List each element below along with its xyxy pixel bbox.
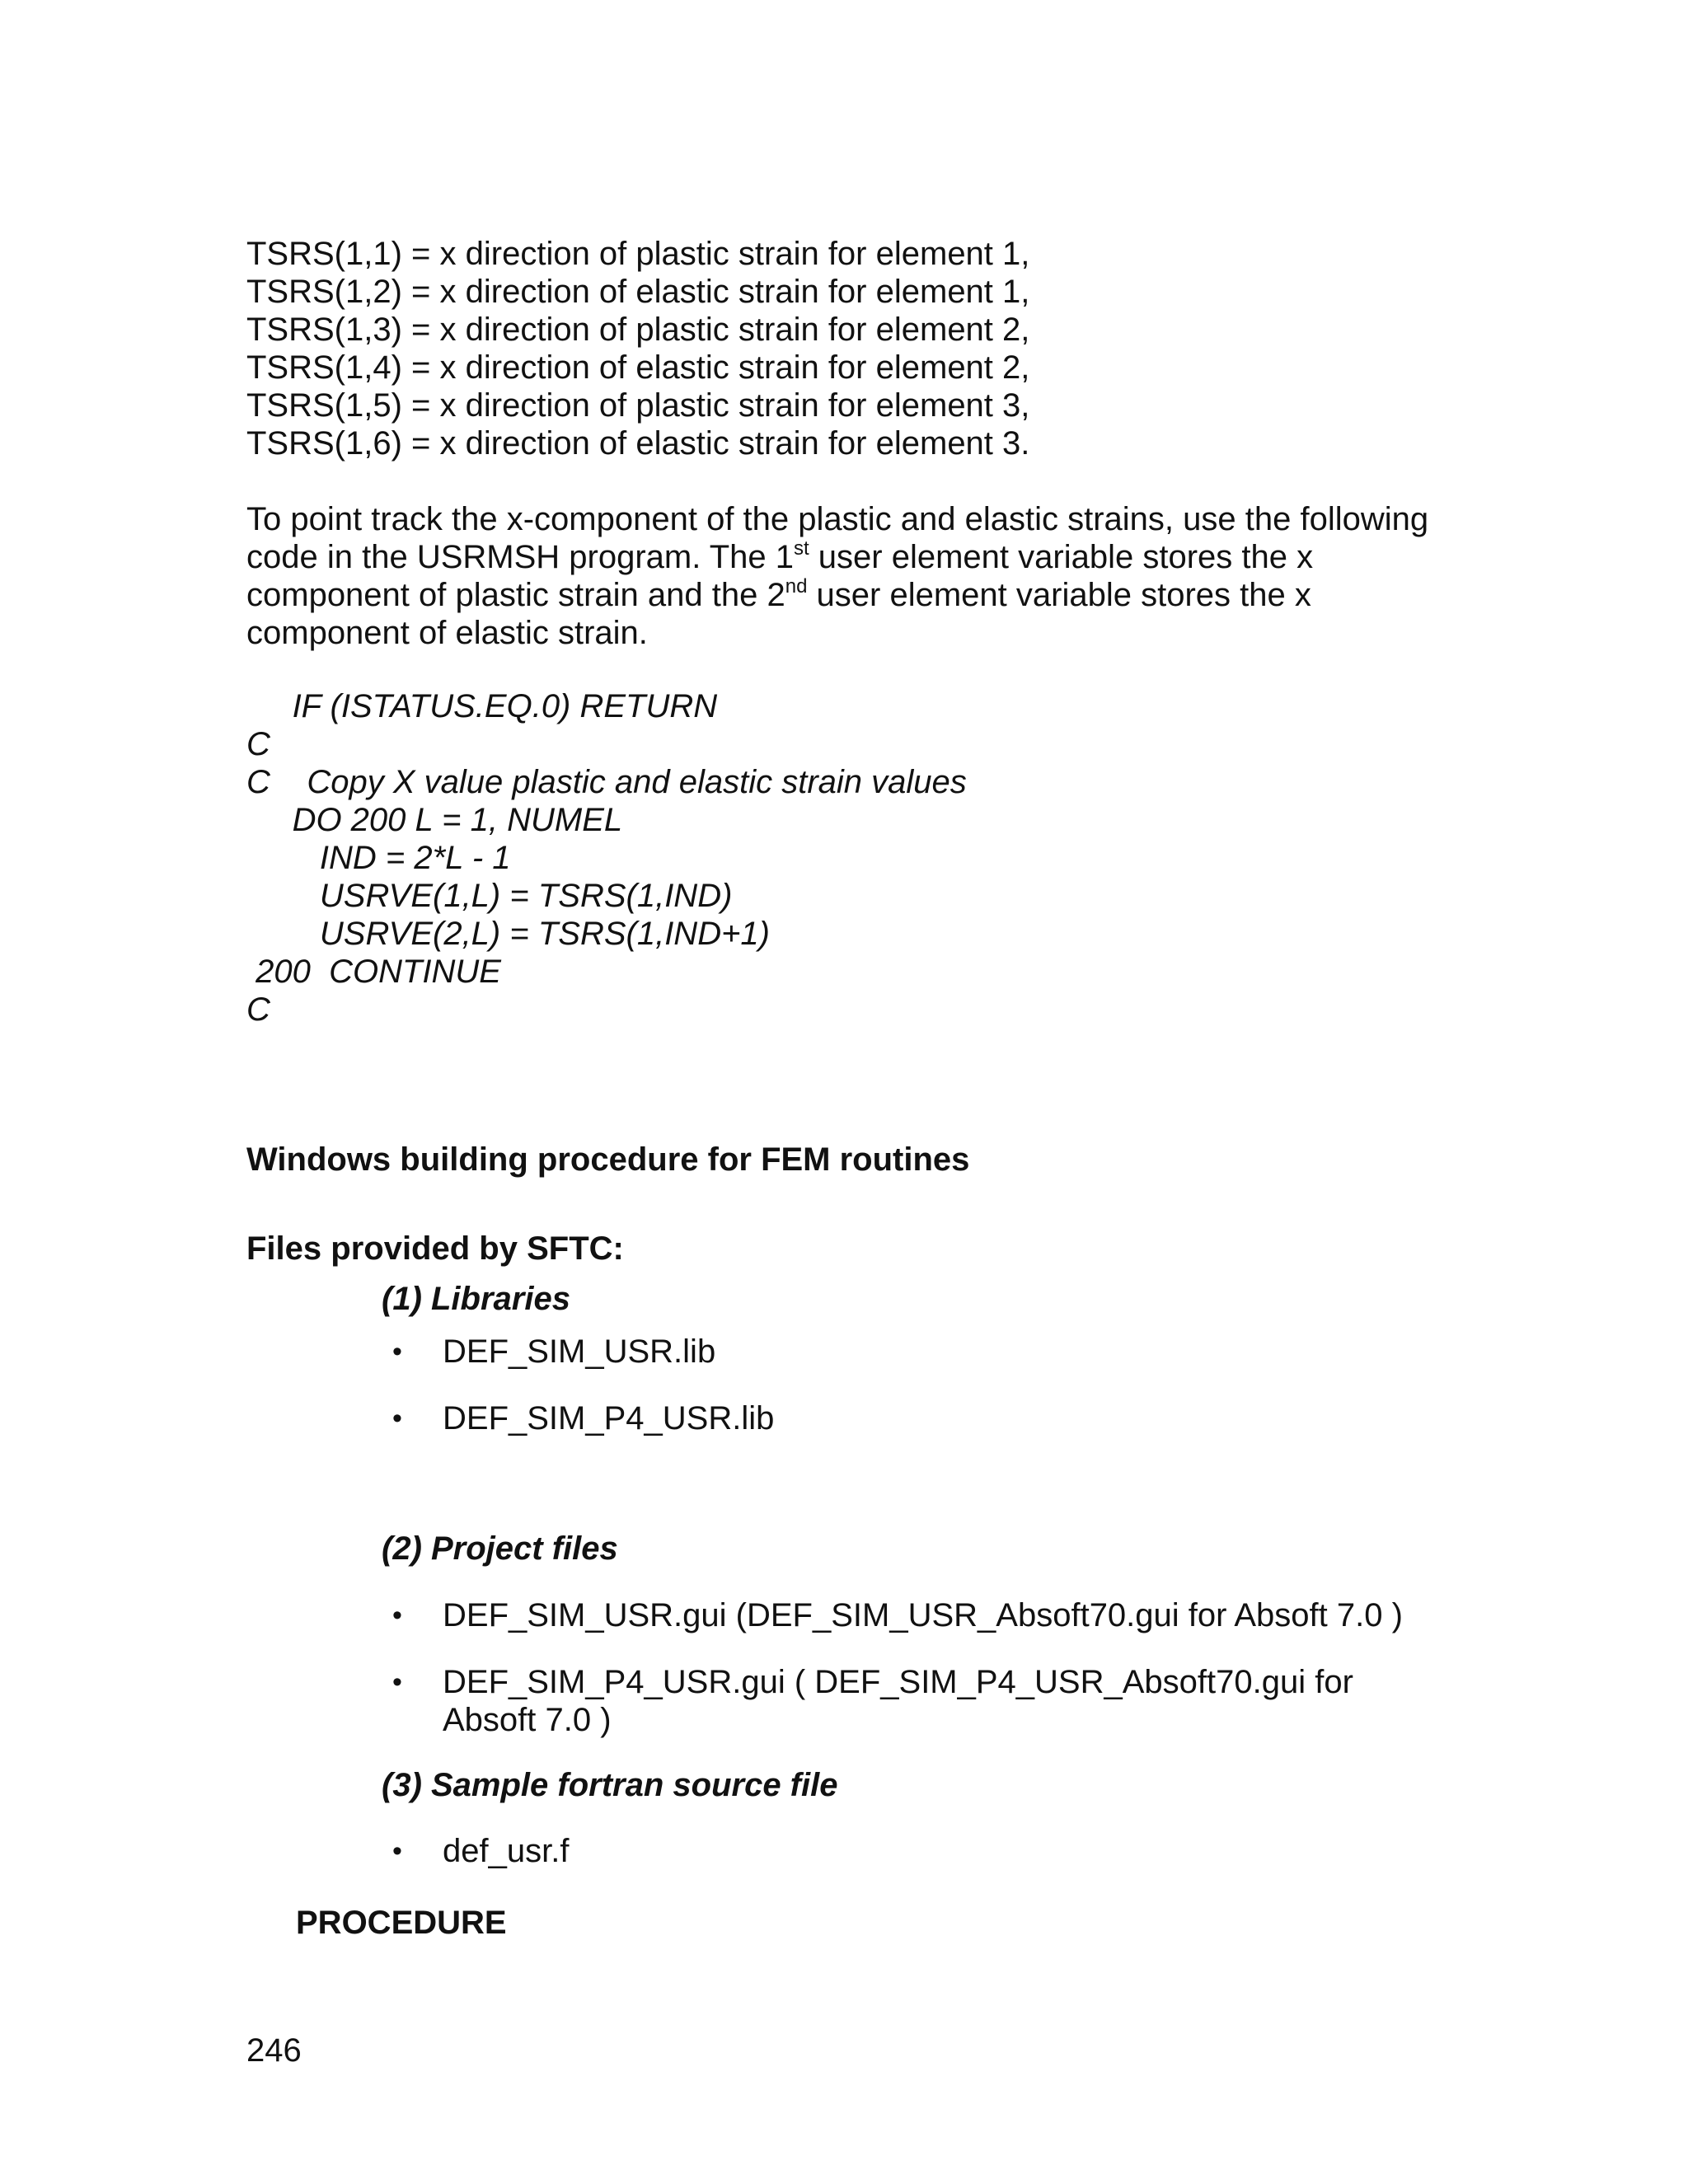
code-line: USRVE(2,L) = TSRS(1,IND+1) xyxy=(246,916,770,952)
code-line: DO 200 L = 1, NUMEL xyxy=(246,802,623,838)
subsection-heading: Files provided by SFTC: xyxy=(246,1230,624,1267)
superscript: nd xyxy=(785,574,808,598)
paragraph-text: user element variable stores the x component of plastic strain and the 2 xyxy=(246,539,1314,613)
libraries-heading: (1) Libraries xyxy=(382,1281,570,1317)
project-files-heading: (2) Project files xyxy=(382,1530,618,1567)
tsrs-line: TSRS(1,6) = x direction of elastic strain for element 3. xyxy=(246,425,1030,462)
code-line: 200 CONTINUE xyxy=(246,954,501,990)
code-line: C Copy X value plastic and elastic strain values xyxy=(246,764,967,800)
list-item-text: DEF_SIM_P4_USR.lib xyxy=(443,1400,775,1436)
bullet-icon: • xyxy=(392,1666,402,1698)
page-number: 246 xyxy=(246,2032,302,2069)
tsrs-line: TSRS(1,5) = x direction of plastic strain for element 3, xyxy=(246,387,1030,424)
code-line: USRVE(1,L) = TSRS(1,IND) xyxy=(246,878,733,914)
tsrs-line: TSRS(1,4) = x direction of elastic strain for element 2, xyxy=(246,349,1030,386)
code-line: C xyxy=(246,991,270,1028)
sample-source-heading: (3) Sample fortran source file xyxy=(382,1767,838,1803)
bullet-icon: • xyxy=(392,1835,402,1867)
code-line: IF (ISTATUS.EQ.0) RETURN xyxy=(246,688,718,724)
list-item-text: DEF_SIM_P4_USR.gui ( DEF_SIM_P4_USR_Absoft70.gui for Absoft 7.0 ) xyxy=(443,1664,1353,1738)
tsrs-definition-list xyxy=(246,235,1029,462)
superscript: st xyxy=(794,537,809,560)
list-item-text: DEF_SIM_USR.gui (DEF_SIM_USR_Absoft70.gui for Absoft 7.0 ) xyxy=(443,1597,1403,1633)
tsrs-line: TSRS(1,1) = x direction of plastic strain for element 1, xyxy=(246,236,1030,272)
code-line: IND = 2*L - 1 xyxy=(246,840,511,876)
paragraph-text: user element variable stores the x component of elastic strain. xyxy=(246,577,1311,651)
bullet-icon: • xyxy=(392,1600,402,1631)
tsrs-line: TSRS(1,3) = x direction of plastic strain for element 2, xyxy=(246,312,1030,348)
procedure-heading: PROCEDURE xyxy=(296,1905,507,1941)
tsrs-line: TSRS(1,2) = x direction of elastic strain for element 1, xyxy=(246,274,1030,310)
explanation-paragraph xyxy=(246,500,1450,652)
fortran-code-block xyxy=(246,687,967,1029)
section-heading: Windows building procedure for FEM routines xyxy=(246,1141,970,1178)
list-item-text: def_usr.f xyxy=(443,1833,570,1869)
code-line: C xyxy=(246,726,270,762)
list-item-text: DEF_SIM_USR.lib xyxy=(443,1333,716,1370)
bullet-icon: • xyxy=(392,1403,402,1434)
paragraph-text: To point track the x-component of the plastic and elastic strains, use the following code in the USRMSH program. The 1 xyxy=(246,501,1429,575)
bullet-icon: • xyxy=(392,1336,402,1367)
